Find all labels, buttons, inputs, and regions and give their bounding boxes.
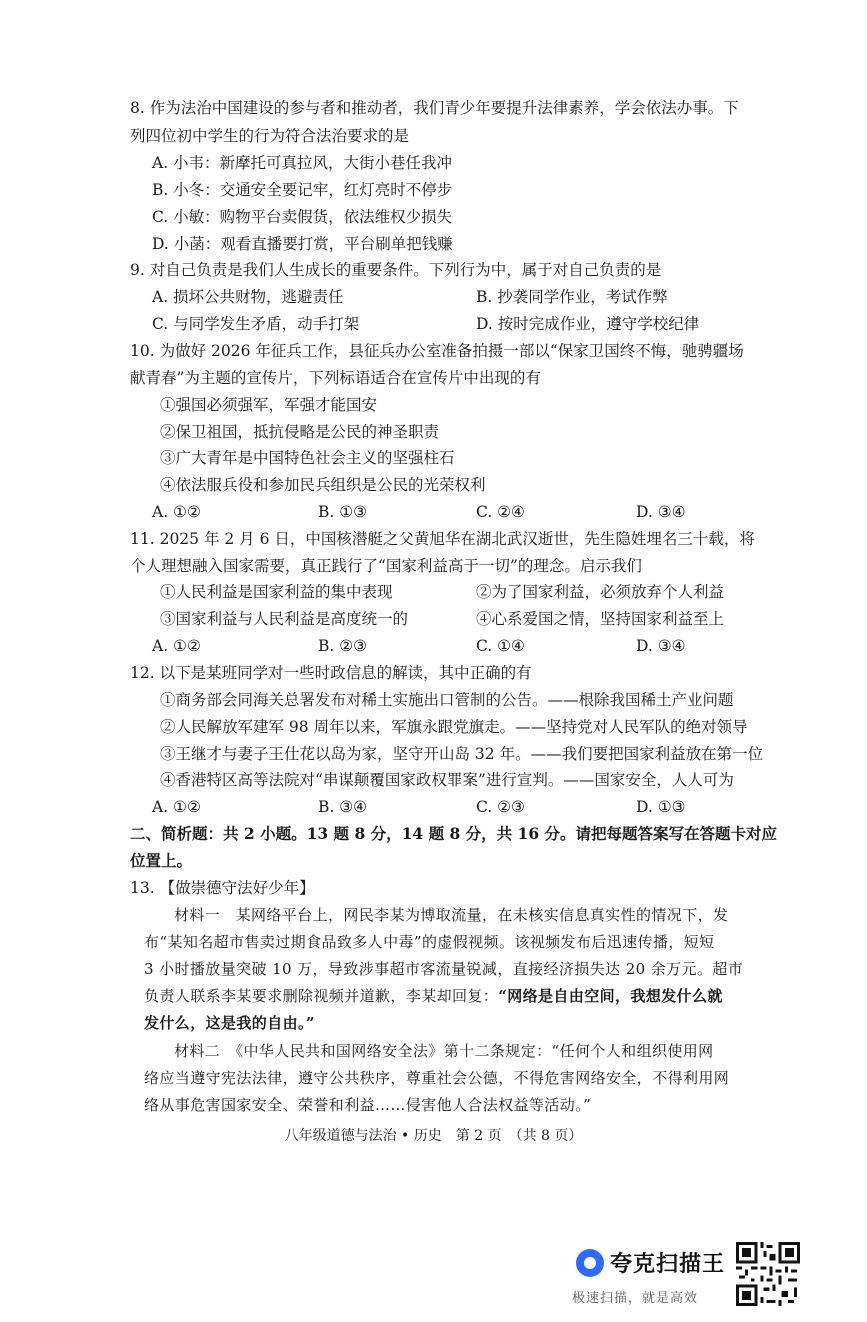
- scanner-slogan: 极速扫描，就是高效: [572, 1291, 699, 1306]
- qr-code-icon: [736, 1242, 800, 1306]
- q8-option-d: D. 小菡：观看直播要打赏，平台刷单把钱赚: [152, 235, 453, 253]
- q11-option-c: C. ①④: [476, 637, 525, 655]
- q13-material2-line1: 材料二 《中华人民共和国网络安全法》第十二条规定：“任何个人和组织使用网: [174, 1042, 714, 1060]
- q9-option-a: A. 损坏公共财物，逃避责任: [152, 288, 344, 306]
- q10-stem-line1: 10. 为做好 2026 年征兵工作，县征兵办公室准备拍摄一部以“保家卫国终不悔，驰骋疆场: [130, 342, 744, 360]
- q11-item-3: ③国家利益与人民利益是高度统一的: [160, 610, 409, 628]
- q11-item-4: ④心系爱国之情，坚持国家利益至上: [476, 610, 725, 628]
- q12-item-3: ③王继才与妻子王仕花以岛为家，坚守开山岛 32 年。——我们要把国家利益放在第一位: [160, 745, 764, 763]
- q11-stem-line1: 11. 2025 年 2 月 6 日，中国核潜艇之父黄旭华在湖北武汉逝世，先生隐姓埋名三十载，将: [130, 530, 755, 548]
- q10-item-1: ①强国必须强军，军强才能国安: [160, 396, 378, 414]
- q11-option-b: B. ②③: [318, 637, 368, 655]
- q11-item-1: ①人民利益是国家利益的集中表现: [160, 583, 393, 601]
- q9-option-d: D. 按时完成作业，遵守学校纪律: [476, 315, 700, 333]
- q10-option-b: B. ①③: [318, 503, 368, 521]
- q13-material1-line1: 材料一 某网络平台上，网民李某为博取流量，在未核实信息真实性的情况下，发: [174, 906, 729, 924]
- q10-option-d: D. ③④: [636, 503, 686, 521]
- q10-item-4: ④依法服兵役和参加民兵组织是公民的光荣权利: [160, 476, 486, 494]
- q11-option-a: A. ①②: [152, 637, 201, 655]
- q11-option-d: D. ③④: [636, 637, 686, 655]
- q11-item-2: ②为了国家利益，必须放弃个人利益: [476, 583, 725, 601]
- q12-stem: 12. 以下是某班同学对一些时政信息的解读，其中正确的有: [130, 664, 532, 682]
- q13-material1-line4-text: 负责人联系李某要求删除视频并道歉，李某却回复：: [144, 987, 499, 1005]
- q13-material1-line2: 布“某知名超市售卖过期食品致多人中毒”的虚假视频。该视频发布后迅速传播，短短: [144, 933, 715, 951]
- q8-option-c: C. 小敏：购物平台卖假货，依法维权少损失: [152, 208, 453, 226]
- q10-item-3: ③广大青年是中国特色社会主义的坚强柱石: [160, 449, 455, 467]
- q9-option-b: B. 抄袭同学作业，考试作弊: [476, 288, 668, 306]
- q13-title: 13. 【做崇德守法好少年】: [130, 879, 315, 897]
- q13-material1-line4: [144, 985, 723, 1007]
- q12-item-1: ①商务部会同海关总署发布对稀土实施出口管制的公告。——根除我国稀土产业问题: [160, 691, 734, 709]
- q13-material1-line3: 3 小时播放量突破 10 万，导致涉事超市客流量锐减，直接经济损失达 20 余万元。超市: [144, 960, 744, 978]
- q12-item-2: ②人民解放军建军 98 周年以来，军旗永跟党旗走。——坚持党对人民军队的绝对领导: [160, 718, 748, 736]
- q12-item-4: ④香港特区高等法院对“串谋颠覆国家政权罪案”进行宣判。——国家安全，人人可为: [160, 771, 734, 789]
- page-footer: 八年级道德与法治 • 历史 第 2 页 （共 8 页）: [284, 1128, 583, 1144]
- q9-option-c: C. 与同学发生矛盾，动手打架: [152, 315, 360, 333]
- q8-stem-line2: 列四位初中学生的行为符合法治要求的是: [130, 127, 410, 145]
- q8-option-b: B. 小冬：交通安全要记牢，红灯亮时不停步: [152, 181, 453, 199]
- q13-material2-line2: 络应当遵守宪法法律，遵守公共秩序，尊重社会公德，不得危害网络安全，不得利用网: [144, 1069, 730, 1087]
- section2-heading-line2: 位置上。: [130, 851, 193, 870]
- q13-material1-quote: “网络是自由空间，我想发什么就: [498, 987, 723, 1005]
- scanner-watermark: [570, 1243, 730, 1309]
- q10-item-2: ②保卫祖国，抵抗侵略是公民的神圣职责: [160, 423, 440, 441]
- q8-stem-line1: 8. 作为法治中国建设的参与者和推动者，我们青少年要提升法律素养，学会依法办事。下: [130, 99, 739, 117]
- q10-option-c: C. ②④: [476, 503, 525, 521]
- q13-material1-line5: 发什么，这是我的自由。”: [144, 1014, 315, 1032]
- q9-stem: 9. 对自己负责是我们人生成长的重要条件。下列行为中，属于对自己负责的是: [130, 261, 662, 279]
- q13-material2-line3: 络从事危害国家安全、荣誉和利益……侵害他人合法权益等活动。”: [144, 1096, 592, 1114]
- scanner-app-name: 夸克扫描王: [610, 1252, 726, 1277]
- section2-heading-line1: 二、简析题：共 2 小题。13 题 8 分，14 题 8 分，共 16 分。请把每题答案写在答题卡对应: [130, 824, 778, 843]
- q11-stem-line2: 个人理想融入国家需要，真正践行了“国家利益高于一切”的理念。启示我们: [130, 557, 642, 575]
- q12-option-b: B. ③④: [318, 798, 368, 816]
- q10-stem-line2: 献青春”为主题的宣传片，下列标语适合在宣传片中出现的有: [130, 369, 541, 387]
- q8-option-a: A. 小韦：新摩托可真拉风，大街小巷任我冲: [152, 154, 453, 172]
- q12-option-d: D. ①③: [636, 798, 686, 816]
- q10-option-a: A. ①②: [152, 503, 201, 521]
- q12-option-c: C. ②③: [476, 798, 525, 816]
- scanner-logo-icon: [576, 1249, 604, 1277]
- q12-option-a: A. ①②: [152, 798, 201, 816]
